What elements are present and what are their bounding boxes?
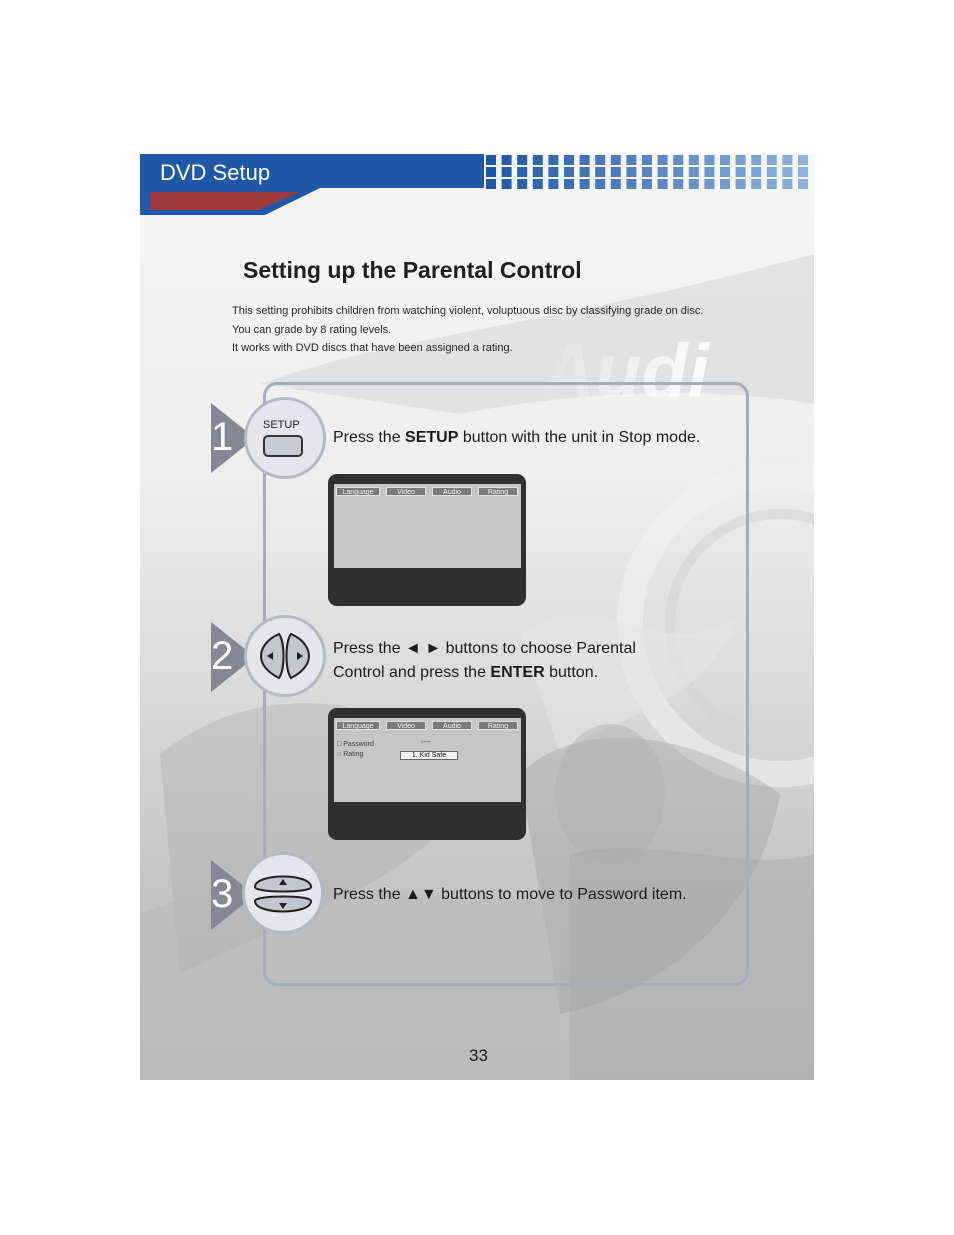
header-square bbox=[595, 179, 605, 189]
header-square bbox=[611, 167, 621, 177]
header-square bbox=[611, 179, 621, 189]
page-title: Setting up the Parental Control bbox=[243, 257, 582, 283]
header-square bbox=[517, 155, 527, 165]
step-2-text-pre: Control and press the bbox=[333, 664, 491, 681]
menu-tab-audio: Audio bbox=[432, 721, 472, 730]
setup-menu-screen bbox=[328, 474, 526, 606]
svg-text:Audi: Audi bbox=[540, 329, 709, 414]
header-square bbox=[642, 179, 652, 189]
header-square bbox=[751, 179, 761, 189]
header-square bbox=[533, 167, 543, 177]
setup-key-icon bbox=[263, 435, 303, 457]
step-2-text-line2 bbox=[333, 661, 636, 685]
menu-tab-video: Video bbox=[386, 487, 426, 496]
rating-menu-screen bbox=[328, 708, 526, 840]
header-square bbox=[689, 179, 699, 189]
section-header-bar bbox=[140, 154, 484, 188]
header-square bbox=[689, 155, 699, 165]
header-square bbox=[767, 179, 777, 189]
step-1-text-bold: SETUP bbox=[405, 429, 459, 446]
page-number: 33 bbox=[469, 1046, 488, 1065]
screen-menu-bar bbox=[336, 721, 521, 731]
header-square bbox=[673, 179, 683, 189]
header-square bbox=[642, 167, 652, 177]
header-square bbox=[704, 179, 714, 189]
header-square bbox=[517, 179, 527, 189]
header-square bbox=[548, 155, 558, 165]
header-square bbox=[767, 167, 777, 177]
header-square bbox=[533, 155, 543, 165]
header-square bbox=[502, 167, 512, 177]
section-header-title: DVD Setup bbox=[160, 160, 271, 185]
step-2-text-line1: Press the ◄ ► buttons to choose Parental bbox=[333, 640, 636, 657]
header-square bbox=[564, 155, 574, 165]
option-password-label: Password bbox=[343, 741, 374, 748]
left-right-buttons-illustration bbox=[244, 615, 326, 697]
header-square bbox=[626, 167, 636, 177]
header-square bbox=[580, 179, 590, 189]
header-square bbox=[720, 167, 730, 177]
intro-line: You can grade by 8 rating levels. bbox=[232, 323, 392, 336]
setup-button-illustration bbox=[244, 397, 326, 479]
intro-line: It works with DVD discs that have been assigned a rating. bbox=[232, 342, 513, 354]
header-square bbox=[580, 167, 590, 177]
menu-tab-audio: Audio bbox=[432, 487, 472, 496]
header-square bbox=[517, 167, 527, 177]
header-square bbox=[548, 167, 558, 177]
header-square bbox=[704, 167, 714, 177]
option-rating-label: Rating bbox=[343, 751, 364, 758]
menu-tab-language: Language bbox=[336, 487, 380, 496]
step-2-text-post: button. bbox=[544, 664, 599, 681]
header-square bbox=[595, 167, 605, 177]
header-square bbox=[486, 167, 496, 177]
header-square bbox=[673, 155, 683, 165]
header-square bbox=[767, 155, 777, 165]
screen-menu-bar bbox=[336, 487, 521, 497]
manual-page bbox=[140, 154, 814, 1080]
intro-line: This setting prohibits children from watching violent, voluptuous disc by classifying grade on disc. bbox=[232, 305, 704, 317]
step-3-number: 3 bbox=[211, 872, 234, 916]
header-square bbox=[580, 155, 590, 165]
menu-tab-rating: Rating bbox=[478, 487, 518, 496]
header-square bbox=[751, 167, 761, 177]
step-1-text bbox=[333, 426, 700, 450]
header-square bbox=[798, 155, 808, 165]
header-square bbox=[658, 179, 668, 189]
up-down-buttons-illustration bbox=[242, 852, 324, 934]
header-square bbox=[689, 167, 699, 177]
header-square bbox=[564, 167, 574, 177]
menu-tab-video: Video bbox=[386, 721, 426, 730]
setup-button-label: SETUP bbox=[263, 419, 300, 431]
header-square bbox=[782, 179, 792, 189]
menu-tab-language: Language bbox=[336, 721, 380, 730]
header-square bbox=[486, 179, 496, 189]
step-2-text bbox=[333, 637, 636, 685]
step-1-text-pre: Press the bbox=[333, 429, 406, 446]
step-2-text-bold: ENTER bbox=[490, 664, 545, 681]
step-2-number: 2 bbox=[211, 634, 234, 678]
rating-value-box: 1. Kid Safe bbox=[400, 751, 458, 760]
header-square bbox=[626, 179, 636, 189]
header-square bbox=[673, 167, 683, 177]
header-square-pattern bbox=[486, 154, 814, 190]
header-square bbox=[486, 155, 496, 165]
header-square bbox=[658, 155, 668, 165]
header-square bbox=[751, 155, 761, 165]
header-red-stripe bbox=[140, 188, 320, 215]
option-rating: ○ Rating bbox=[337, 751, 364, 758]
intro-text bbox=[232, 302, 703, 358]
header-square bbox=[782, 155, 792, 165]
header-square bbox=[642, 155, 652, 165]
up-down-keys-icon bbox=[245, 855, 321, 931]
header-square bbox=[502, 155, 512, 165]
header-square bbox=[595, 155, 605, 165]
step-1-number: 1 bbox=[211, 415, 234, 459]
header-square bbox=[533, 179, 543, 189]
header-square bbox=[658, 167, 668, 177]
password-value: ---- bbox=[421, 739, 431, 746]
header-square bbox=[548, 179, 558, 189]
header-square bbox=[626, 155, 636, 165]
header-square bbox=[798, 167, 808, 177]
header-square bbox=[720, 179, 730, 189]
header-square bbox=[736, 155, 746, 165]
header-square bbox=[736, 167, 746, 177]
header-square bbox=[782, 167, 792, 177]
left-right-keys-icon bbox=[247, 618, 323, 694]
header-square bbox=[502, 179, 512, 189]
header-square bbox=[798, 179, 808, 189]
header-square bbox=[736, 179, 746, 189]
step-3-text: Press the ▲▼ buttons to move to Password item. bbox=[333, 886, 687, 903]
header-square bbox=[720, 155, 730, 165]
header-square bbox=[611, 155, 621, 165]
header-square bbox=[564, 179, 574, 189]
option-password: □ Password bbox=[337, 741, 374, 748]
menu-tab-rating: Rating bbox=[478, 721, 518, 730]
step-1-text-post: button with the unit in Stop mode. bbox=[458, 429, 701, 446]
header-square bbox=[704, 155, 714, 165]
